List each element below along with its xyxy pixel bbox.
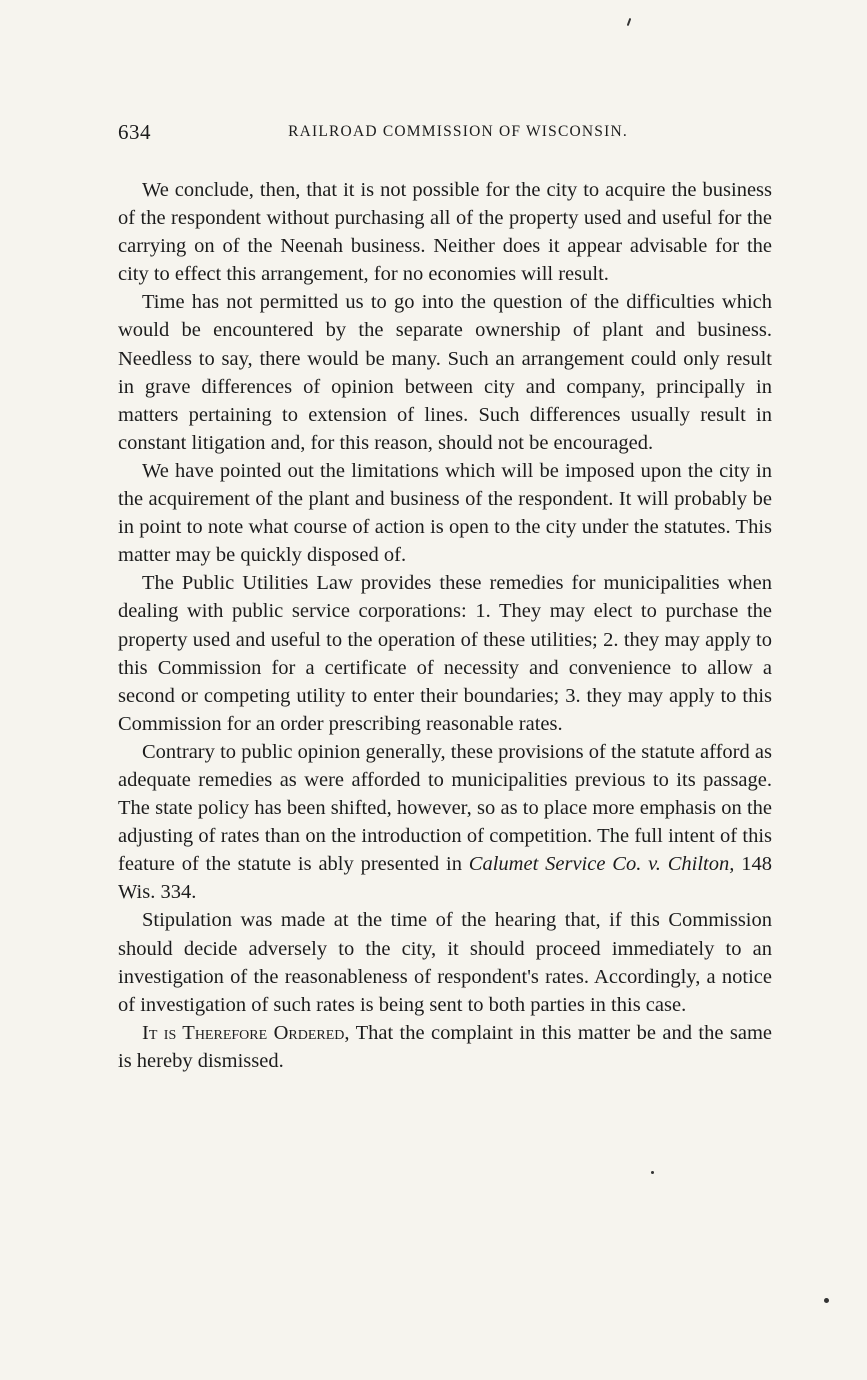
ink-speck [824,1298,829,1303]
statute-policy-text: Contrary to public opinion generally, these provisions of the statute afford as adequate remedies as were afforded to municipalities previous to its passage. The state policy has been shifted, however, so as to place more emphasis on the adjusting of rates than on the introduction of competition. The full intent of this feature of the statute is ably presented in [118,740,772,876]
paragraph-limitations: We have pointed out the limitations which will be imposed upon the city in the acquirement of the plant and business of the respondent. It will probably be in point to note what course of action is open to the city under the statutes. This matter may be quickly disposed of. [118,459,772,567]
paragraph-difficulties: Time has not permitted us to go into the question of the difficulties which would be encountered by the separate ownership of plant and business. Needless to say, there would be many. Such an arrangement could only result in grave differences of opinion between city and company, principally in matters pertaining to extension of lines. Such differences usually result in constant litigation and, for this reason, should not be encouraged. [118,291,772,454]
paragraph-conclusion: We conclude, then, that it is not possible for the city to acquire the business of the respondent without purchasing all of the property used and useful for the carrying on of the Neenah business. Neither does it appear advisable for the city to effect this arrangement, for no economies will result. [118,179,772,286]
ink-speck [627,18,632,26]
ink-speck [651,1171,654,1174]
page-number: 634 [118,120,151,144]
citation-reference: 148 Wis. 334. [118,853,772,904]
order-text: That the complaint in this matter be and the same is hereby dismissed. [118,1021,772,1072]
paragraph-remedies: The Public Utilities Law provides these remedies for municipalities when dealing with public service corporations: 1. They may elect to purchase the property used and useful to the operation of these utilities; 2. they may apply to this Commission for a certificate of necessity and convenience to allow a second or competing utility to enter their boundaries; 3. they may apply to this Commission for an order prescribing reasonable rates. [118,572,772,735]
running-head: RAILROAD COMMISSION OF WISCONSIN. [288,123,628,140]
citation-case-name: Calumet Service Co. v. Chilton, [468,853,735,876]
order-phrase: It is Therefore Ordered, [142,1021,350,1044]
body-text [118,176,772,1075]
paragraph-stipulation: Stipulation was made at the time of the hearing that, if this Commission should decide adversely to the city, it should proceed immediately to an investigation of the reasonableness of respondent's rates. Accordingly, a notice of investigation of such rates is being sent to both parties in this case. [118,909,772,1016]
page-header [118,120,772,150]
paragraph-order [118,1019,772,1075]
paragraph-statute-policy [118,738,772,907]
